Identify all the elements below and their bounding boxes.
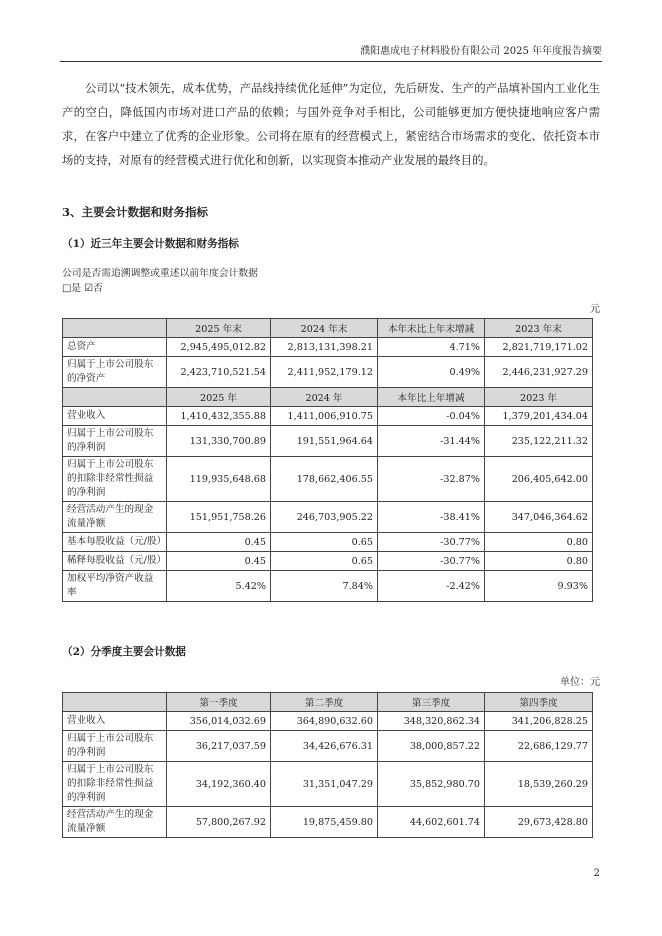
table-cell: 1,411,006,910.75 <box>271 407 378 426</box>
table-row <box>63 502 593 533</box>
column-header: 2023 年末 <box>485 319 593 338</box>
table-cell: 0.65 <box>271 533 378 552</box>
table-cell: -32.87% <box>378 457 485 502</box>
column-header: 2024 年 <box>271 388 378 407</box>
table-cell: -0.04% <box>378 407 485 426</box>
table-row <box>63 731 593 762</box>
table-cell: 36,217,037.59 <box>167 731 271 762</box>
column-header <box>63 319 167 338</box>
column-header <box>63 388 167 407</box>
table-cell: -38.41% <box>378 502 485 533</box>
row-label: 经营活动产生的现金流量净额 <box>63 807 167 838</box>
table-row <box>63 571 593 602</box>
section-title-accounting-data: 3、主要会计数据和财务指标 <box>62 205 209 219</box>
table-cell: 0.80 <box>485 533 593 552</box>
three-year-financial-table <box>62 318 593 602</box>
table-cell: 178,662,406.55 <box>271 457 378 502</box>
table-cell: 18,539,260.29 <box>485 762 593 807</box>
table-cell: -2.42% <box>378 571 485 602</box>
table-row <box>63 426 593 457</box>
table-cell: 364,890,632.60 <box>271 712 378 731</box>
table-cell: 2,446,231,927.29 <box>485 357 593 388</box>
table-cell: -31.44% <box>378 426 485 457</box>
row-label: 营业收入 <box>63 407 167 426</box>
column-header: 本年末比上年末增减 <box>378 319 485 338</box>
row-label: 归属于上市公司股东的净利润 <box>63 426 167 457</box>
table-cell: 206,405,642.00 <box>485 457 593 502</box>
page-number: 2 <box>593 868 600 879</box>
unit-label-table1: 元 <box>590 304 600 315</box>
table-cell: 347,046,364.62 <box>485 502 593 533</box>
column-header <box>63 693 167 712</box>
table-cell: 119,935,648.68 <box>167 457 271 502</box>
table-cell: 29,673,428.80 <box>485 807 593 838</box>
column-header: 第一季度 <box>167 693 271 712</box>
row-label: 归属于上市公司股东的净利润 <box>63 731 167 762</box>
table-row <box>63 807 593 838</box>
table-cell: 38,000,857.22 <box>378 731 485 762</box>
table-cell: 2,411,952,179.12 <box>271 357 378 388</box>
table-cell: 34,192,360.40 <box>167 762 271 807</box>
table-cell: 22,686,129.77 <box>485 731 593 762</box>
table-cell: 19,875,459.80 <box>271 807 378 838</box>
report-header: 濮阳惠成电子材料股份有限公司 2025 年年度报告摘要 <box>60 42 602 62</box>
table-cell: -30.77% <box>378 533 485 552</box>
column-header: 第二季度 <box>271 693 378 712</box>
table-cell: 5.42% <box>167 571 271 602</box>
column-header: 第四季度 <box>485 693 593 712</box>
business-model-paragraph: 公司以“技术领先，成本优势，产品线持续优化延伸”为定位，先后研发、生产的产品填补国内工业化生产的空白，降低国内市场对进口产品的依赖；与国外竞争对手相比，公司能够更加方便快捷地响应客户需求，在客户中建立了优秀的企业形象。公司将在原有的经营模式上，紧密结合市场需求的变化、依托资本市场的支持，对原有的经营模式进行优化和创新，以实现资本推动产业发展的最终目的。 <box>62 81 600 167</box>
column-header: 第三季度 <box>378 693 485 712</box>
subsection-title-three-year: （1）近三年主要会计数据和财务指标 <box>62 238 239 250</box>
table-cell: 44,602,601.74 <box>378 807 485 838</box>
table-cell: 348,320,862.34 <box>378 712 485 731</box>
table-cell: 2,821,719,171.02 <box>485 338 593 357</box>
table-header-row <box>63 388 593 407</box>
restate-question: 公司是否需追溯调整或重述以前年度会计数据 <box>62 268 258 279</box>
table-row <box>63 357 593 388</box>
column-header: 2024 年末 <box>271 319 378 338</box>
table-cell: 4.71% <box>378 338 485 357</box>
table-cell: 9.93% <box>485 571 593 602</box>
table-cell: 2,423,710,521.54 <box>167 357 271 388</box>
table-header-row <box>63 693 593 712</box>
table-cell: -30.77% <box>378 552 485 571</box>
table-cell: 35,852,980.70 <box>378 762 485 807</box>
table-cell: 57,800,267.92 <box>167 807 271 838</box>
column-header: 2023 年 <box>485 388 593 407</box>
table-cell: 0.80 <box>485 552 593 571</box>
table-row <box>63 457 593 502</box>
table-cell: 191,551,964.64 <box>271 426 378 457</box>
table-cell: 151,951,758.26 <box>167 502 271 533</box>
row-label: 基本每股收益（元/股） <box>63 533 167 552</box>
table-cell: 34,426,676.31 <box>271 731 378 762</box>
table-cell: 235,122,211.32 <box>485 426 593 457</box>
table-cell: 31,351,047.29 <box>271 762 378 807</box>
table-cell: 246,703,905.22 <box>271 502 378 533</box>
table-cell: 1,410,432,355.88 <box>167 407 271 426</box>
row-label: 归属于上市公司股东的净资产 <box>63 357 167 388</box>
table-cell: 0.45 <box>167 533 271 552</box>
row-label: 总资产 <box>63 338 167 357</box>
row-label: 经营活动产生的现金流量净额 <box>63 502 167 533</box>
table-cell: 2,945,495,012.82 <box>167 338 271 357</box>
column-header: 本年比上年增减 <box>378 388 485 407</box>
table-row <box>63 407 593 426</box>
subsection-title-quarterly: （2）分季度主要会计数据 <box>62 646 186 658</box>
table-cell: 0.45 <box>167 552 271 571</box>
table-cell: 0.65 <box>271 552 378 571</box>
table-cell: 356,014,032.69 <box>167 712 271 731</box>
table-row <box>63 552 593 571</box>
row-label: 加权平均净资产收益率 <box>63 571 167 602</box>
table-row <box>63 338 593 357</box>
row-label: 稀释每股收益（元/股） <box>63 552 167 571</box>
table-cell: 7.84% <box>271 571 378 602</box>
table-row <box>63 712 593 731</box>
table-cell: 1,379,201,434.04 <box>485 407 593 426</box>
quarterly-financial-table <box>62 692 593 838</box>
row-label: 归属于上市公司股东的扣除非经常性损益的净利润 <box>63 762 167 807</box>
row-label: 营业收入 <box>63 712 167 731</box>
table-header-row <box>63 319 593 338</box>
table-row <box>63 533 593 552</box>
table-cell: 131,330,700.89 <box>167 426 271 457</box>
unit-label-table2: 单位：元 <box>560 677 600 688</box>
column-header: 2025 年 <box>167 388 271 407</box>
table-cell: 2,813,131,398.21 <box>271 338 378 357</box>
row-label: 归属于上市公司股东的扣除非经常性损益的净利润 <box>63 457 167 502</box>
table-row <box>63 762 593 807</box>
restate-options: □是 ☑否 <box>62 283 103 294</box>
table-cell: 0.49% <box>378 357 485 388</box>
column-header: 2025 年末 <box>167 319 271 338</box>
table-cell: 341,206,828.25 <box>485 712 593 731</box>
